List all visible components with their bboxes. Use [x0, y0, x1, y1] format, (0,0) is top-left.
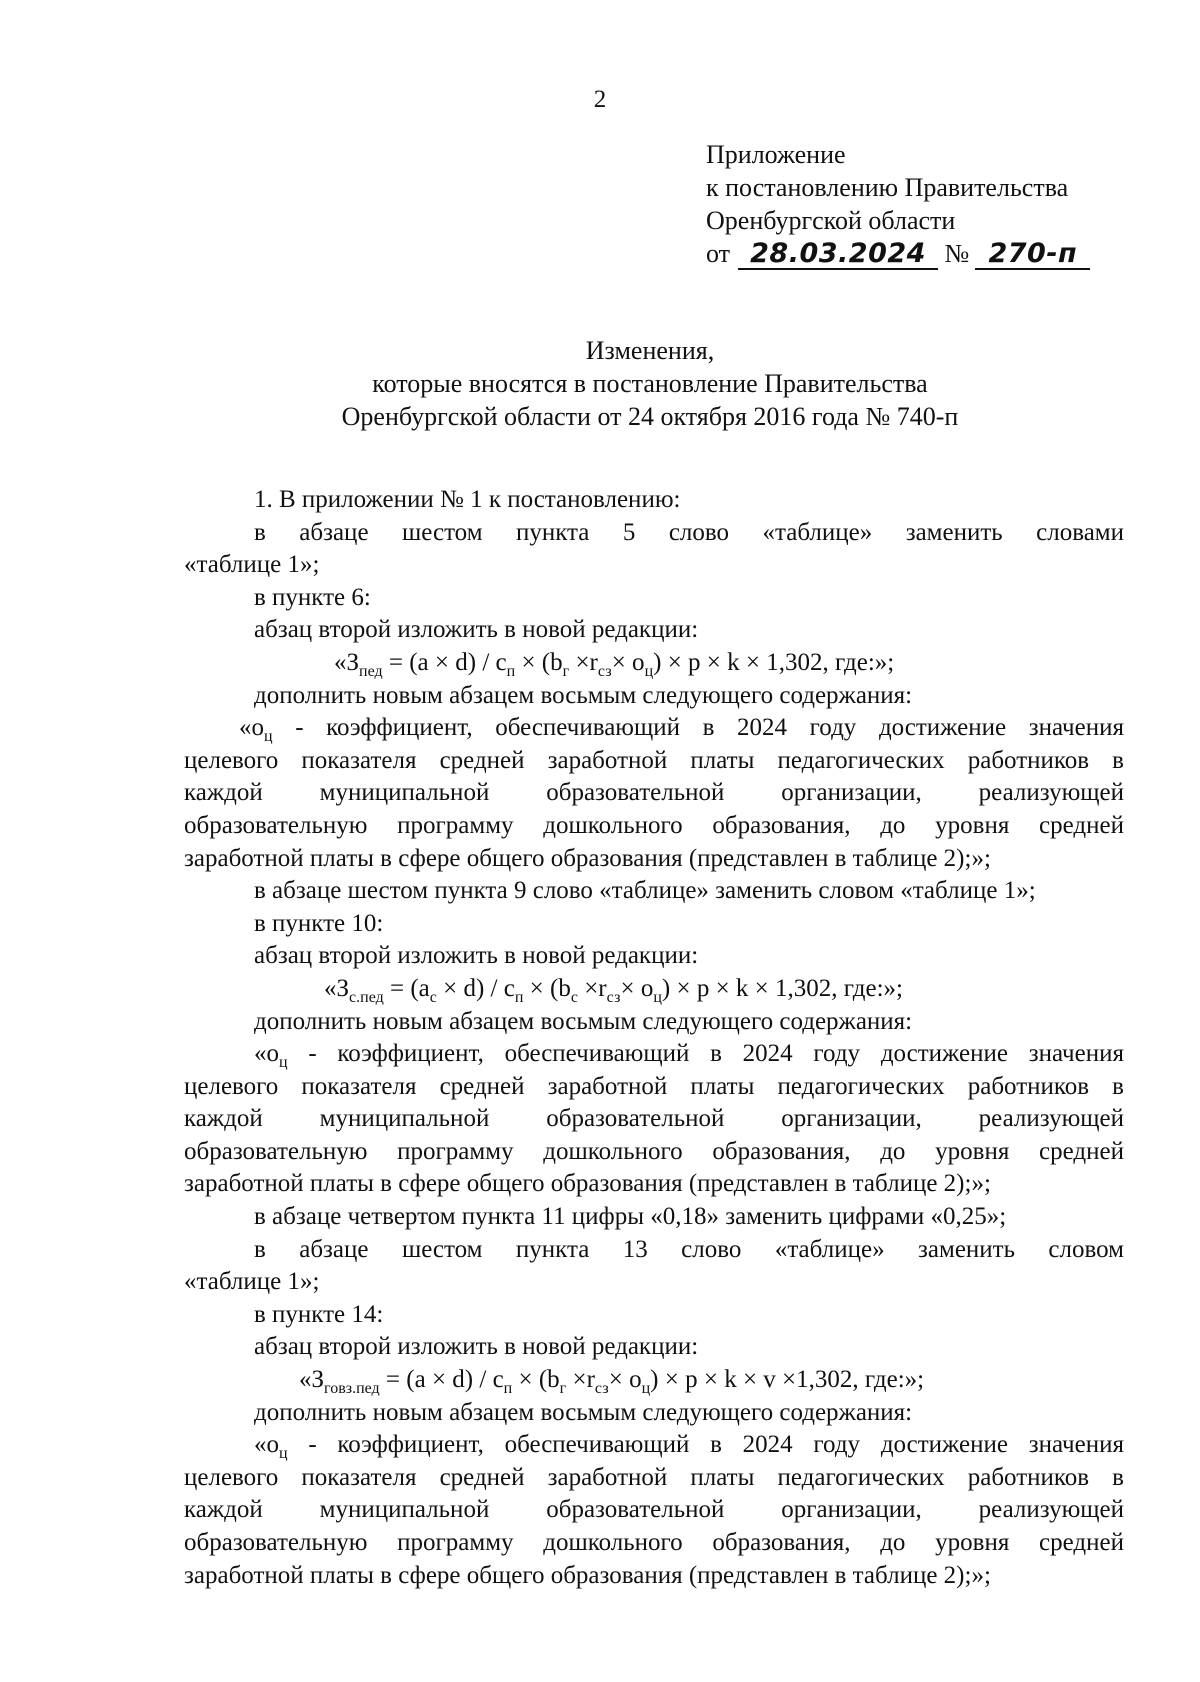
paragraph-14: дополнить новым абзацем восьмым следующего содержания: — [254, 1398, 913, 1426]
quote-2-line-4: образовательную программу дошкольного образования, до уровня средней — [184, 1137, 1124, 1165]
quote-3-line-4: образовательную программу дошкольного образования, до уровня средней — [184, 1529, 1124, 1556]
number-prefix: № — [944, 239, 970, 268]
appendix-line-2: к постановлению Правительства — [706, 173, 1069, 202]
paragraph-3: в пункте 6: — [254, 583, 371, 611]
date-prefix: от — [706, 239, 731, 268]
heading-line-2: которые вносятся в постановление Правительства — [372, 369, 928, 398]
quote-2-line-2: целевого показателя средней заработной платы педагогических работников в — [184, 1072, 1124, 1100]
quote-2-line-5: заработной платы в сфере общего образования (представлен в таблице 2);»; — [184, 1170, 991, 1198]
paragraph-12: в пункте 14: — [254, 1300, 384, 1328]
heading-line-3: Оренбургской области от 24 октября 2016 года № 740-п — [341, 402, 959, 431]
quote-2-line-1: «$о_ц$ - коэффициент, обеспечивающий в 2024 году достижение значения — [254, 1040, 1124, 1072]
paragraph-2-line-2: «таблице 1»; — [184, 551, 320, 579]
formula-1: «$З_{пед} = (a \times d) / c_п \times (b_г \times r_{сз}\times о_ц) \times p \times k \times 1,302$, где:»; — [334, 648, 895, 680]
paragraph-5: дополнить новым абзацем восьмым следующего содержания: — [254, 681, 913, 709]
formula-3: «$З_{говз.пед} = (a \times d) / c_п \times (b_г \times r_{сз}\times о_ц) \times p \times k \times v \times 1,302$, где:»; — [299, 1366, 925, 1398]
paragraph-13: абзац второй изложить в новой редакции: — [254, 1333, 699, 1361]
paragraph-11-line-2: «таблице 1»; — [184, 1268, 320, 1296]
paragraph-4: абзац второй изложить в новой редакции: — [254, 616, 699, 644]
document-body — [184, 484, 1124, 1592]
paragraph-6: в абзаце шестом пункта 9 слово «таблице» заменить словом «таблице 1»; — [254, 877, 1036, 905]
quote-3-line-2: целевого показателя средней заработной платы педагогических работников в — [184, 1463, 1124, 1491]
quote-1-line-2: целевого показателя средней заработной платы педагогических работников в — [184, 746, 1124, 774]
page-number: 2 — [593, 86, 607, 113]
quote-3-line-5: заработной платы в сфере общего образования (представлен в таблице 2);»; — [184, 1561, 991, 1589]
paragraph-11-line-1: в абзаце шестом пункта 13 слово «таблице» заменить словом — [254, 1235, 1124, 1263]
quote-3-line-3: каждой муниципальной образовательной организации, реализующей — [184, 1496, 1124, 1524]
paragraph-1: 1. В приложении № 1 к постановлению: — [254, 486, 681, 513]
quote-3-line-1: «$о_ц$ - коэффициент, обеспечивающий в 2024 году достижение значения — [254, 1431, 1124, 1463]
quote-1-line-4: образовательную программу дошкольного образования, до уровня средней — [184, 811, 1124, 839]
handwritten-number: 270-п — [975, 240, 1090, 270]
appendix-line-3: Оренбургской области — [706, 206, 956, 235]
paragraph-10: в абзаце четвертом пункта 11 цифры «0,18» заменить цифрами «0,25»; — [254, 1203, 1007, 1231]
appendix-line-1: Приложение — [706, 140, 846, 169]
paragraph-2-line-1: в абзаце шестом пункта 5 слово «таблице» заменить словами — [254, 518, 1124, 546]
paragraph-8: абзац второй изложить в новой редакции: — [254, 942, 699, 970]
quote-1-line-3: каждой муниципальной образовательной организации, реализующей — [184, 779, 1124, 807]
paragraph-9: дополнить новым абзацем восьмым следующего содержания: — [254, 1007, 913, 1035]
quote-1-line-5: заработной платы в сфере общего образования (представлен в таблице 2);»; — [184, 844, 991, 872]
quote-2-line-3: каждой муниципальной образовательной организации, реализующей — [184, 1105, 1124, 1133]
document-heading — [0, 334, 1200, 433]
quote-1-line-1: «$о_ц$ - коэффициент, обеспечивающий в 2024 году достижение значения — [239, 714, 1124, 746]
paragraph-7: в пункте 10: — [254, 909, 384, 937]
heading-line-1: Изменения, — [585, 336, 715, 365]
appendix-date-line — [706, 237, 1090, 270]
formula-2: «$З_{с.пед} = (a_с \times d) / c_п \times (b_с \times r_{сз}\times о_ц) \times p \times k \times 1,302$, где:»; — [324, 974, 903, 1006]
appendix-block — [706, 138, 1090, 270]
handwritten-date: 28.03.2024 — [738, 240, 938, 270]
